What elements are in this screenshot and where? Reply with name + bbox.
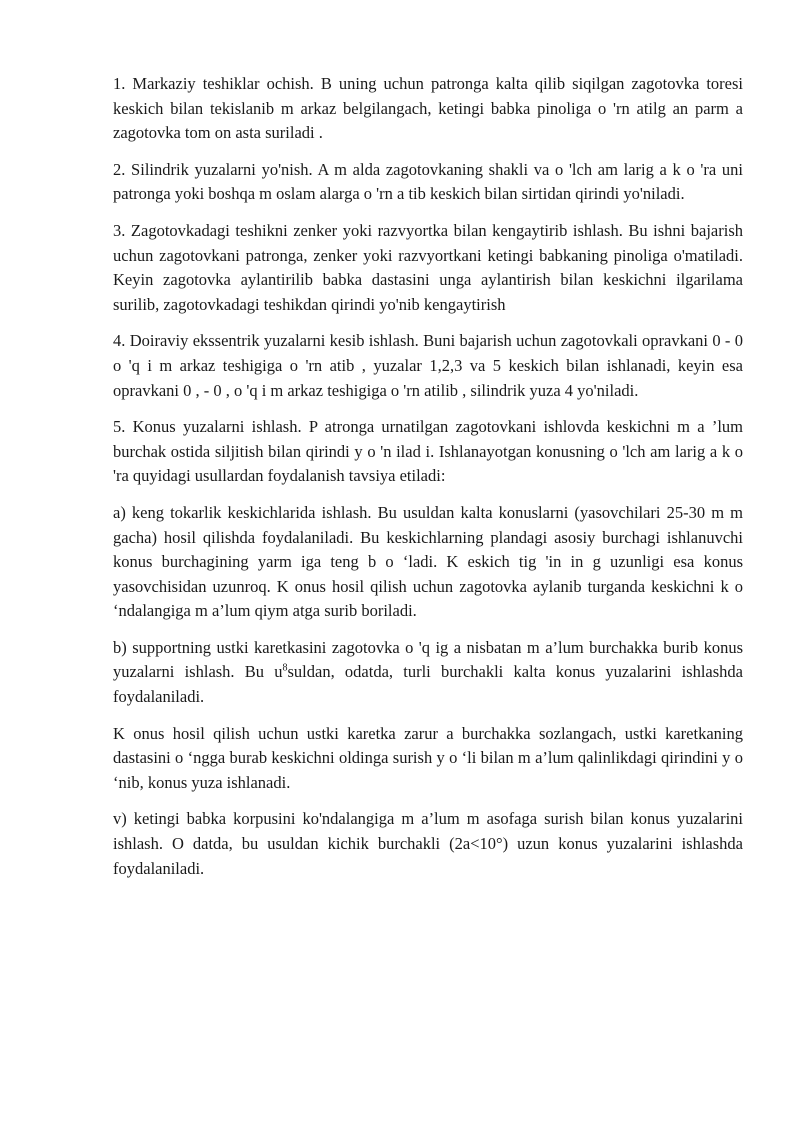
paragraph-method-v: v) ketingi babka korpusini ko'ndalangiga m a’lum m asofaga surish bilan konus yuzalarini ishlash. O datda, bu usuldan kichik burchakli (2a<10°) uzun konus yuzalarini ishlashda foydalaniladi.: [113, 809, 743, 878]
document-page: [113, 72, 743, 893]
paragraph-eccentric-surfaces: 4. Doiraviy ekssentrik yuzalarni kesib ishlash. Buni bajarish uchun zagotovkali opravkani 0 - 0 o 'q i m arkaz teshigiga o 'rn atib , yuzalar 1,2,3 va 5 keskich bilan ishlanadi, keyin esa opravkani 0 , - 0 , o 'q i m arkaz teshigiga o 'rn atilib , silindrik yuza 4 yo'niladi.: [113, 331, 743, 400]
superscript-mark: 8: [282, 662, 288, 674]
paragraph-cone-surfaces: 5. Konus yuzalarni ishlash. P atronga urnatilgan zagotovkani ishlovda keskichni m a ’lum burchak ostida siljitish bilan qirindi y o 'n ilad i. Ishlanayotgan konusning o 'lch am larig a k o 'ra quyidagi usullardan foydalanish tavsiya etiladi:: [113, 417, 743, 486]
paragraph-hole-enlarging: 3. Zagotovkadagi teshikni zenker yoki razvyortka bilan kengaytirib ishlash. Bu ishni bajarish uchun zagotovkani patronga, zenker yoki razvyortkani ketingi babkaning pinoliga o'matiladi. Keyin zagotovka aylantirilib babka dastasini unga aylantirish bilan keskichni ilgarilama surilib, zagotovkadagi teshikdan qirindi yo'nib kengaytirish: [113, 220, 743, 314]
paragraph-cylindrical-turning: 2. Silindrik yuzalarni yo'nish. A m alda zagotovkaning shakli va o 'lch am larig a k o 'ra uni patronga yoki boshqa m oslam alarga o 'rn a tib keskich bilan sirtidan qirindi yo'niladi.: [113, 159, 743, 204]
paragraph-method-b-text-end: suldan, odatda, turli burchakli kalta konus yuzalarini ishlashda foydalaniladi.: [113, 662, 743, 707]
paragraph-method-b-text-start: b) supportning ustki karetkasini zagotovka o 'q ig a nisbatan m a’lum burchakka burib konus yuzalarni ishlash. Bu u: [113, 637, 743, 682]
paragraph-central-holes: 1. Markaziy teshiklar ochish. B uning uchun patronga kalta qilib siqilgan zagotovka toresi keskich bilan tekislanib m arkaz belgilangach, ketingi babka pinoliga o 'rn atilg an parm a zagotovka tom on asta suriladi .: [113, 74, 743, 143]
paragraph-method-a: a) keng tokarlik keskichlarida ishlash. Bu usuldan kalta konuslarni (yasovchilari 25-30 m m gacha) hosil qilishda foydalaniladi. Bu keskichlarning plandagi asosiy burchagi ishlanuvchi konus burchagining yarm iga teng b o ‘ladi. K eskich tig 'in in g uzunligi esa konus yasovchisidan uzunroq. K onus hosil qilish uchun zagotovka aylanib turganda keskichni k o ‘ndalangiga m a’lum qiym atga surib boriladi.: [113, 502, 743, 621]
paragraph-cone-forming: K onus hosil qilish uchun ustki karetka zarur a burchakka sozlangach, ustki karetkaning dastasini o ‘ngga burab keskichni oldinga surish y o ‘li bilan m a’lum qalinlikdagi qirindini y o ‘nib, konus yuza ishlanadi.: [113, 723, 743, 792]
paragraph-method-b: [113, 636, 743, 710]
